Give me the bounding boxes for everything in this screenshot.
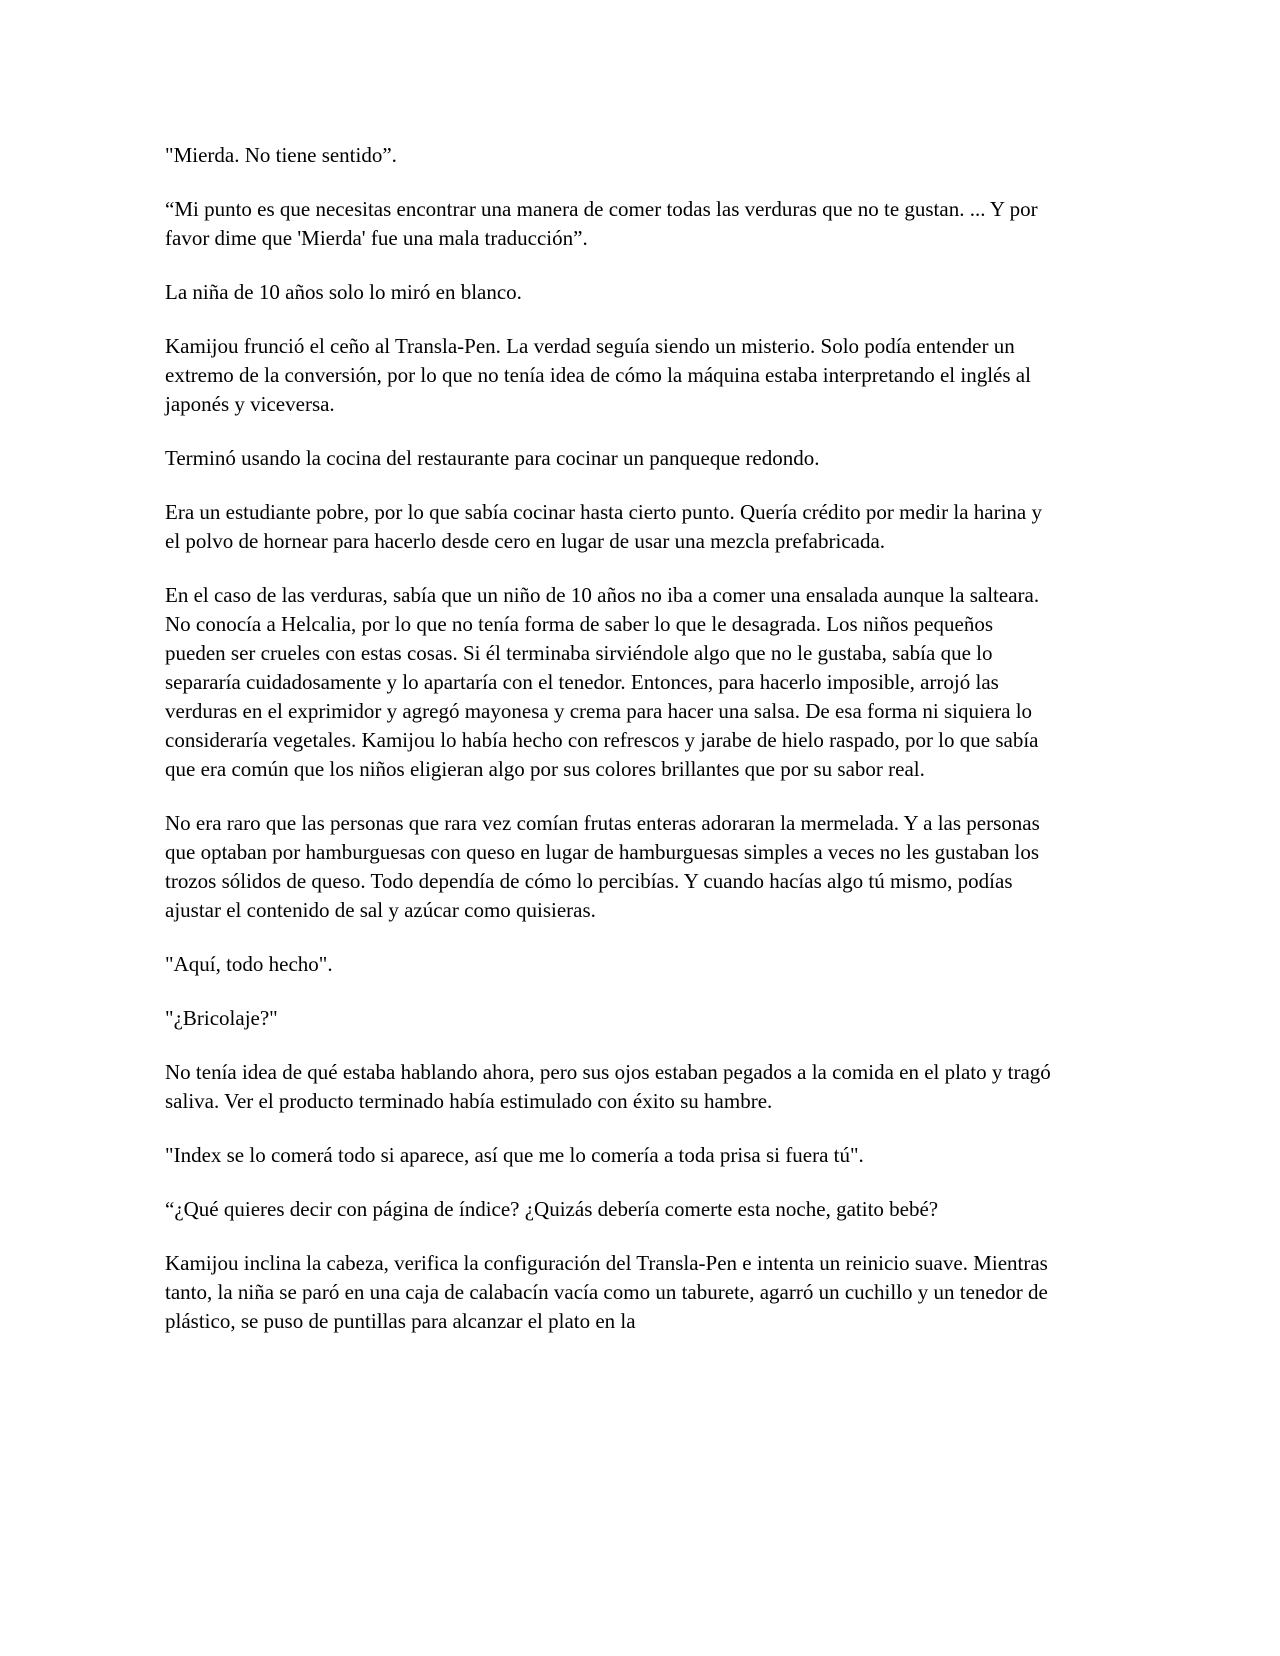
document-body — [165, 141, 1055, 1336]
paragraph: En el caso de las verduras, sabía que un niño de 10 años no iba a comer una ensalada aunque la salteara. No conocía a Helcalia, por lo que no tenía forma de saber lo que le desagrada. Los niños pequeños pueden ser crueles con estas cosas. Si él terminaba sirviéndole algo que no le gustaba, sabía que lo separaría cuidadosamente y lo apartaría con el tenedor. Entonces, para hacerlo imposible, arrojó las verduras en el exprimidor y agregó mayonesa y crema para hacer una salsa. De esa forma ni siquiera lo consideraría vegetales. Kamijou lo había hecho con refrescos y jarabe de hielo raspado, por lo que sabía que era común que los niños eligieran algo por sus colores brillantes que por su sabor real. — [165, 583, 1040, 781]
paragraph: "Index se lo comerá todo si aparece, así que me lo comería a toda prisa si fuera tú". — [165, 1143, 864, 1167]
paragraph: “Mi punto es que necesitas encontrar una manera de comer todas las verduras que no te gustan. ... Y por favor dime que 'Mierda' fue una mala traducción”. — [165, 197, 1038, 250]
paragraph: Terminó usando la cocina del restaurante para cocinar un panqueque redondo. — [165, 446, 820, 470]
paragraph: "Aquí, todo hecho". — [165, 952, 333, 976]
paragraph: Era un estudiante pobre, por lo que sabía cocinar hasta cierto punto. Quería crédito por medir la harina y el polvo de hornear para hacerlo desde cero en lugar de usar una mezcla prefabricada. — [165, 500, 1043, 553]
paragraph: No era raro que las personas que rara vez comían frutas enteras adoraran la mermelada. Y a las personas que optaban por hamburguesas con queso en lugar de hamburguesas simples a veces no les gustaban los trozos sólidos de queso. Todo dependía de cómo lo percibías. Y cuando hacías algo tú mismo, podías ajustar el contenido de sal y azúcar como quisieras. — [165, 811, 1040, 922]
paragraph: "¿Bricolaje?" — [165, 1006, 278, 1030]
paragraph: “¿Qué quieres decir con página de índice? ¿Quizás debería comerte esta noche, gatito bebé? — [165, 1197, 939, 1221]
paragraph: La niña de 10 años solo lo miró en blanco. — [165, 280, 522, 304]
paragraph: "Mierda. No tiene sentido”. — [165, 143, 397, 167]
paragraph: No tenía idea de qué estaba hablando ahora, pero sus ojos estaban pegados a la comida en el plato y tragó saliva. Ver el producto terminado había estimulado con éxito su hambre. — [165, 1060, 1051, 1113]
paragraph: Kamijou frunció el ceño al Transla-Pen. La verdad seguía siendo un misterio. Solo podía entender un extremo de la conversión, por lo que no tenía idea de cómo la máquina estaba interpretando el inglés al japonés y viceversa. — [165, 334, 1031, 416]
paragraph: Kamijou inclina la cabeza, verifica la configuración del Transla-Pen e intenta un reinicio suave. Mientras tanto, la niña se paró en una caja de calabacín vacía como un taburete, agarró un cuchillo y un tenedor de plástico, se puso de puntillas para alcanzar el plato en la — [165, 1251, 1048, 1333]
